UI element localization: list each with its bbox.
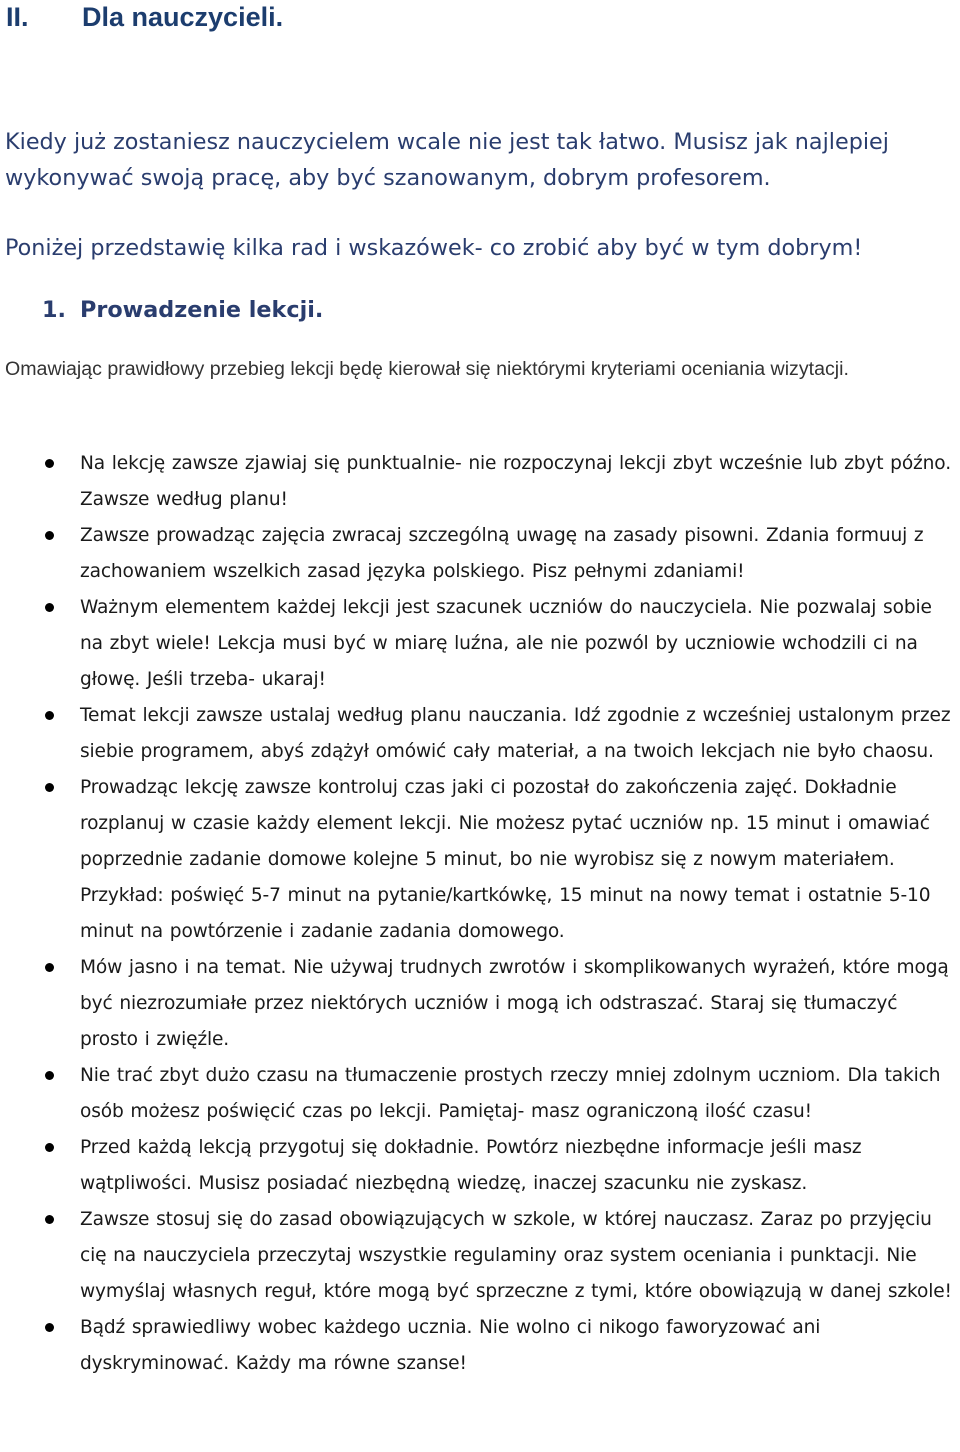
- bullet-icon: [45, 963, 54, 972]
- chapter-title: Dla nauczycieli.: [82, 2, 284, 32]
- list-item: [0, 770, 960, 950]
- bullet-icon: [45, 459, 54, 468]
- list-item-text: Przed każdą lekcją przygotuj się dokładnie. Powtórz niezbędne informacje jeśli masz wątpliwości. Musisz posiadać niezbędną wiedzę, inaczej szacunku nie zyskasz.: [80, 1137, 862, 1194]
- list-item: [0, 950, 960, 1058]
- section-lead-paragraph: Omawiając prawidłowy przebieg lekcji będę kierował się niektórymi kryteriami oceniania wizytacji.: [5, 358, 849, 380]
- intro-line-2: wykonywać swoją pracę, aby być szanowanym, dobrym profesorem.: [5, 165, 771, 191]
- bullet-icon: [45, 531, 54, 540]
- list-item-text: Zawsze prowadząc zajęcia zwracaj szczególną uwagę na zasady pisowni. Zdania formuuj z zachowaniem wszelkich zasad języka polskiego. Pisz pełnymi zdaniami!: [80, 525, 924, 582]
- list-item: [0, 1202, 960, 1310]
- bullet-icon: [45, 711, 54, 720]
- list-item-text: Prowadząc lekcję zawsze kontroluj czas jaki ci pozostał do zakończenia zajęć. Dokładnie rozplanuj w czasie każdy element lekcji. Nie możesz pytać uczniów np. 15 minut i omawiać poprzednie zadanie domowe kolejne 5 minut, bo nie wyrobisz się z nowym materiałem. Przykład: poświęć 5-7 minut na pytanie/kartkówkę, 15 minut na nowy temat i ostatnie 5-10 minut na powtórzenie i zadanie zadania domowego.: [80, 777, 931, 942]
- list-item-text: Mów jasno i na temat. Nie używaj trudnych zwrotów i skomplikowanych wyrażeń, które mogą być niezrozumiałe przez niektórych uczniów i mogą ich odstraszać. Staraj się tłumaczyć prosto i zwięźle.: [80, 957, 949, 1050]
- section-title: Prowadzenie lekcji.: [80, 297, 324, 323]
- intro-line-3: Poniżej przedstawię kilka rad i wskazówek- co zrobić aby być w tym dobrym!: [5, 235, 863, 261]
- list-item: [0, 446, 960, 518]
- bullet-icon: [45, 1215, 54, 1224]
- chapter-heading: [6, 0, 283, 34]
- list-item: [0, 1058, 960, 1130]
- list-item: [0, 1310, 960, 1382]
- intro-line-1: Kiedy już zostaniesz nauczycielem wcale nie jest tak łatwo. Musisz jak najlepiej: [5, 129, 889, 155]
- list-item-text: Bądź sprawiedliwy wobec każdego ucznia. Nie wolno ci nikogo faworyzować ani dyskryminować. Każdy ma równe szanse!: [80, 1317, 821, 1374]
- bullet-icon: [45, 603, 54, 612]
- bullet-icon: [45, 1143, 54, 1152]
- list-item-text: Na lekcję zawsze zjawiaj się punktualnie- nie rozpoczynaj lekcji zbyt wcześnie lub zbyt późno. Zawsze według planu!: [80, 453, 951, 510]
- section-heading: [42, 292, 323, 328]
- list-item-text: Temat lekcji zawsze ustalaj według planu nauczania. Idź zgodnie z wcześniej ustalonym przez siebie programem, abyś zdążył omówić cały materiał, a na twoich lekcjach nie było chaosu.: [80, 705, 951, 762]
- list-item-text: Ważnym elementem każdej lekcji jest szacunek uczniów do nauczyciela. Nie pozwalaj sobie na zbyt wiele! Lekcja musi być w miarę luźna, ale nie pozwól by uczniowie wchodzili ci na głowę. Jeśli trzeba- ukaraj!: [80, 597, 932, 690]
- bullet-icon: [45, 1071, 54, 1080]
- bullet-icon: [45, 1323, 54, 1332]
- section-number: 1.: [42, 297, 66, 323]
- list-item: [0, 590, 960, 698]
- chapter-number: II.: [6, 2, 29, 32]
- list-item-text: Zawsze stosuj się do zasad obowiązujących w szkole, w której nauczasz. Zaraz po przyjęciu cię na nauczyciela przeczytaj wszystkie regulaminy oraz system oceniania i punktacji. Nie wymyślaj własnych reguł, które mogą być sprzeczne z tymi, które obowiązują w danej szkole!: [80, 1209, 952, 1302]
- list-item: [0, 1130, 960, 1202]
- list-item-text: Nie trać zbyt dużo czasu na tłumaczenie prostych rzeczy mniej zdolnym uczniom. Dla takich osób możesz poświęcić czas po lekcji. Pamiętaj- masz ograniczoną ilość czasu!: [80, 1065, 941, 1122]
- list-item: [0, 698, 960, 770]
- list-item: [0, 518, 960, 590]
- tips-list: [0, 446, 960, 1382]
- bullet-icon: [45, 783, 54, 792]
